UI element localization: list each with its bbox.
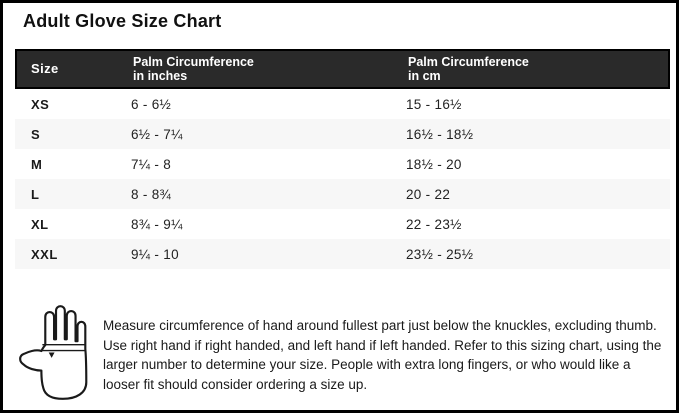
- table-body: [15, 89, 670, 269]
- size-cell: XL: [31, 216, 49, 232]
- header-size: Size: [31, 61, 59, 76]
- table-row: [15, 179, 670, 209]
- cm-cell: 18½ - 20: [406, 156, 462, 172]
- cm-cell: 16½ - 18½: [406, 126, 474, 142]
- page-title: Adult Glove Size Chart: [23, 11, 222, 31]
- size-table: [15, 49, 670, 269]
- header-cm-sub: in cm: [408, 69, 441, 83]
- header-inches-sub: in inches: [133, 69, 188, 83]
- cm-cell: 20 - 22: [406, 186, 451, 202]
- cm-cell: 23½ - 25½: [406, 246, 474, 262]
- inches-cell: 6½ - 7¼: [131, 126, 183, 142]
- inches-cell: 6 - 6½: [131, 96, 172, 112]
- size-cell: L: [31, 186, 40, 202]
- inches-cell: 9¼ - 10: [131, 246, 179, 262]
- header-inches: [133, 55, 408, 83]
- table-row: [15, 239, 670, 269]
- size-cell: XS: [31, 96, 50, 112]
- header-cm-label: Palm Circumference: [408, 55, 529, 69]
- header-inches-label: Palm Circumference: [133, 55, 254, 69]
- size-cell: M: [31, 156, 43, 172]
- measurement-note: Measure circumference of hand around fullest part just below the knuckles, excluding thumb. Use right hand if right handed, and left hand if left handed. Refer to this sizing chart, using the larger number to determine your size. People with extra long fingers, or who would like a looser fit should consider ordering a size up.: [103, 318, 662, 392]
- size-cell: XXL: [31, 246, 58, 262]
- cm-cell: 15 - 16½: [406, 96, 462, 112]
- table-row: [15, 119, 670, 149]
- size-cell: S: [31, 126, 41, 142]
- inches-cell: 7¼ - 8: [131, 156, 172, 172]
- inches-cell: 8¾ - 9¼: [131, 216, 183, 232]
- table-row: [15, 149, 670, 179]
- inches-cell: 8 - 8¾: [131, 186, 172, 202]
- table-header-row: [15, 49, 670, 89]
- table-row: [15, 89, 670, 119]
- cm-cell: 22 - 23½: [406, 216, 462, 232]
- header-cm: [408, 55, 668, 83]
- hand-measure-icon: [16, 299, 98, 403]
- table-row: [15, 209, 670, 239]
